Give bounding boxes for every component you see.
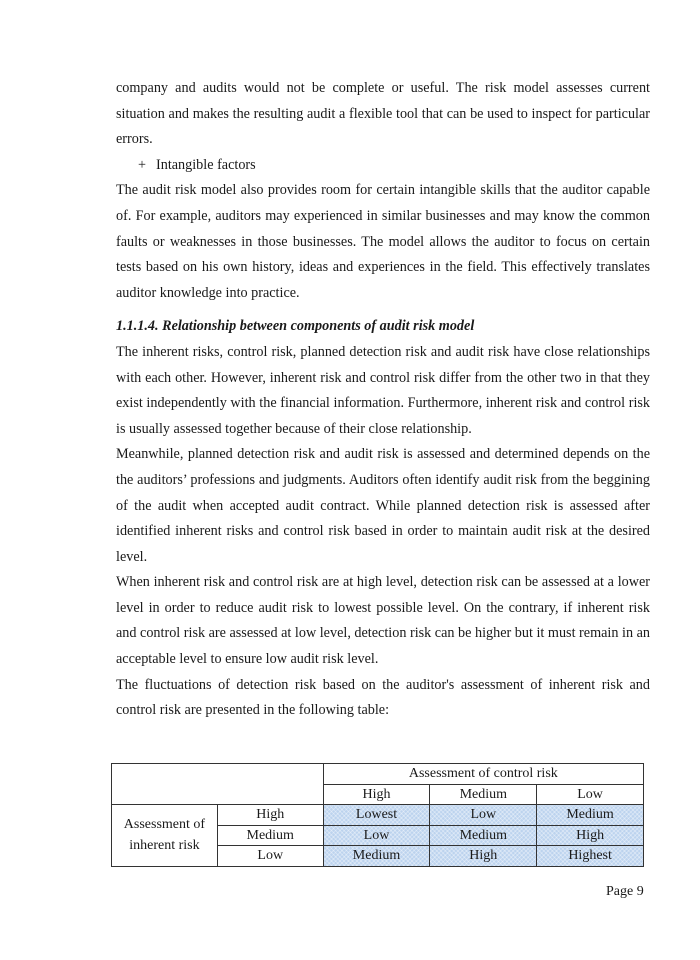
detection-risk-cell: Low	[430, 805, 537, 826]
paragraph: The fluctuations of detection risk based on the auditor's assessment of inherent risk and control risk are presented in the following table:	[116, 676, 650, 719]
paragraph: The audit risk model also provides room for certain intangible skills that the auditor capable of. For example, auditors may experienced in similar businesses and may know the common faults or weaknesses in those businesses. The model allows the auditor to focus on certain tests based on his own history, ideas and experiences in the field. This effectively translates auditor knowledge into practice.	[116, 182, 650, 301]
inherent-level-cell: Medium	[217, 825, 323, 846]
inherent-risk-header-line: Assessment of	[123, 817, 206, 833]
control-risk-header: Assessment of control risk	[323, 764, 643, 785]
detection-risk-cell: Medium	[323, 846, 430, 867]
paragraph: When inherent risk and control risk are at high level, detection risk can be assessed at a lower level in order to reduce audit risk to lowest possible level. On the contrary, if inherent risk and control risk are assessed at low level, detection risk can be higher but it must remain in an acceptable level to ensure low audit risk level.	[116, 574, 650, 668]
detection-risk-cell: High	[430, 846, 537, 867]
detection-risk-cell: High	[537, 825, 644, 846]
inherent-level-cell: Low	[217, 846, 323, 867]
paragraph: Meanwhile, planned detection risk and audit risk is assessed and determined depends on the the auditors’ professions and judgments. Auditors often identify audit risk from the beggining of the audit when accepted audit contract. While planned detection risk is assessed after identified inherent risks and control risk based in order to maintain audit risk at the desired level.	[116, 446, 650, 565]
inherent-level-cell: High	[217, 805, 323, 826]
table-row	[112, 764, 644, 785]
bullet-item	[116, 153, 650, 179]
page-number: Page 9	[606, 884, 644, 899]
detection-risk-cell: Medium	[430, 825, 537, 846]
section-heading: 1.1.1.4. Relationship between components of audit risk model	[116, 318, 475, 335]
inherent-risk-header-line: inherent risk	[129, 838, 200, 854]
detection-risk-cell: Low	[323, 825, 430, 846]
detection-risk-cell: Lowest	[323, 805, 430, 826]
bullet-mark: +	[138, 156, 147, 173]
table-row	[112, 805, 644, 826]
detection-risk-cell: Highest	[537, 846, 644, 867]
bullet-text: Intangible factors	[156, 156, 256, 173]
control-level-header: Medium	[430, 784, 537, 805]
table-corner-cell	[112, 764, 324, 805]
risk-table	[111, 763, 644, 867]
control-level-header: Low	[537, 784, 644, 805]
paragraph: company and audits would not be complete or useful. The risk model assesses current situation and makes the resulting audit a flexible tool that can be used to inspect for particular errors.	[116, 80, 650, 148]
body-text	[116, 76, 650, 724]
inherent-risk-header	[112, 805, 218, 867]
detection-risk-cell: Medium	[537, 805, 644, 826]
control-level-header: High	[323, 784, 430, 805]
paragraph: The inherent risks, control risk, planned detection risk and audit risk have close relationships with each other. However, inherent risk and control risk differ from the other two in that they exist independently with the financial information. Furthermore, inherent risk and control risk is usually assessed together because of their close relationship.	[116, 343, 650, 437]
